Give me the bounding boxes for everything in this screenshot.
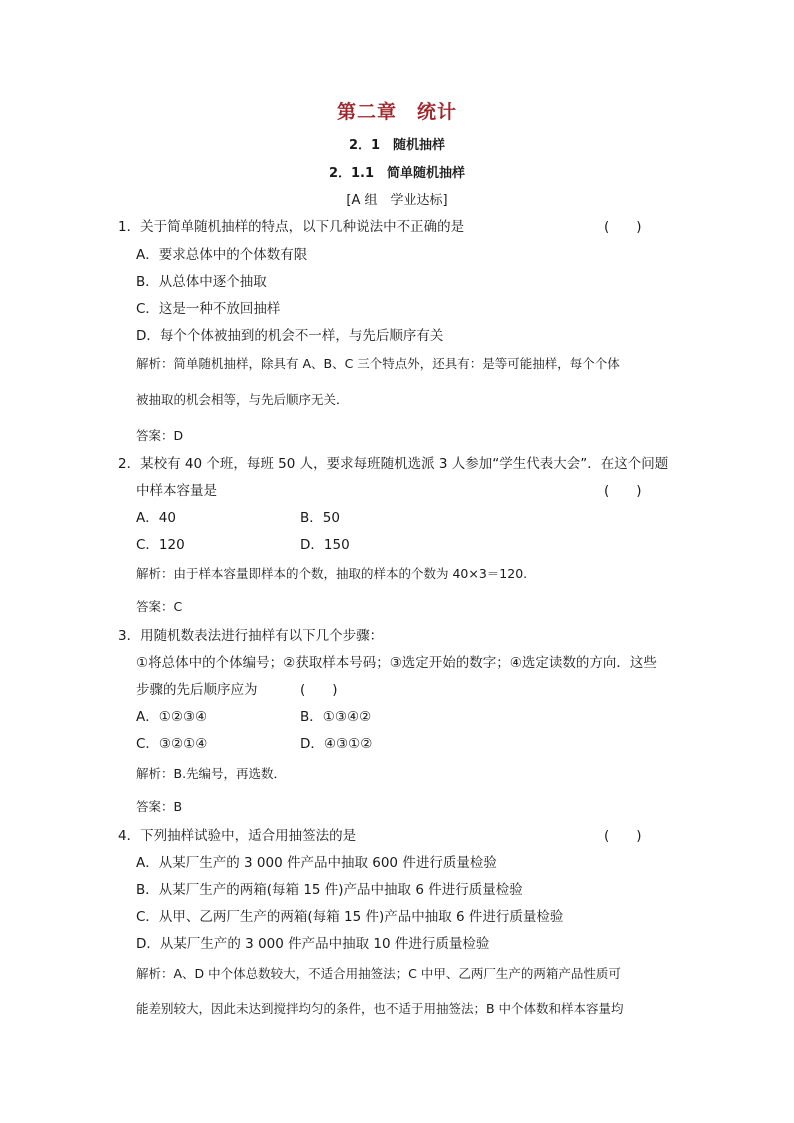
question-3-analysis: 解析：B.先编号，再选数． bbox=[136, 766, 287, 781]
question-4-analysis-line-1: 解析：A、D 中个体总数较大，不适合用抽签法；C 中甲、乙两厂生产的两箱产品性质可 bbox=[136, 966, 621, 981]
question-1-option-a: A．要求总体中的个体数有限 bbox=[136, 247, 308, 263]
question-1-answer: 答案：D bbox=[136, 428, 184, 443]
section-title: 2．1 随机抽样 bbox=[348, 138, 446, 153]
question-2-option-a: A．40 bbox=[136, 510, 176, 526]
question-3-option-b: B．①③④② bbox=[300, 709, 372, 725]
question-2-analysis: 解析：由于样本容量即样本的个数，抽取的样本的个数为 40×3＝120. bbox=[136, 566, 528, 581]
question-4-analysis-line-2: 能差别较大，因此未达到搅拌均匀的条件，也不适于用抽签法；B 中个体数和样本容量均 bbox=[136, 1001, 624, 1016]
question-2-answer-blank: ( ) bbox=[604, 483, 642, 499]
question-1-analysis-line-1: 解析：简单随机抽样，除具有 A、B、C 三个特点外，还具有：是等可能抽样，每个个体 bbox=[136, 356, 620, 371]
group-label: [A 组 学业达标] bbox=[346, 193, 448, 208]
question-4-stem: 4．下列抽样试验中，适合用抽签法的是 bbox=[118, 828, 357, 844]
question-1-answer-blank: ( ) bbox=[604, 219, 642, 235]
question-2-stem-line-1: 2．某校有 40 个班，每班 50 人，要求每班随机选派 3 人参加“学生代表大会”．在这个问题 bbox=[118, 456, 669, 472]
question-3-stem-line-1: 3．用随机数表法进行抽样有以下几个步骤： bbox=[118, 628, 384, 644]
question-4-option-b: B．从某厂生产的两箱(每箱 15 件)产品中抽取 6 件进行质量检验 bbox=[136, 882, 523, 898]
question-1-option-d: D．每个个体被抽到的机会不一样，与先后顺序有关 bbox=[136, 328, 444, 344]
question-3-answer-blank: ( ) bbox=[300, 682, 338, 698]
question-4-option-c: C．从甲、乙两厂生产的两箱(每箱 15 件)产品中抽取 6 件进行质量检验 bbox=[136, 909, 564, 925]
question-3-stem-line-2: ①将总体中的个体编号；②获取样本号码；③选定开始的数字；④选定读数的方向．这些 bbox=[136, 655, 657, 671]
question-1-option-c: C．这是一种不放回抽样 bbox=[136, 301, 281, 317]
question-3-stem-line-3: 步骤的先后顺序应为 bbox=[136, 682, 258, 698]
chapter-title: 第二章 统计 bbox=[336, 101, 457, 123]
question-2-option-d: D．150 bbox=[300, 537, 350, 553]
question-4-option-a: A．从某厂生产的 3 000 件产品中抽取 600 件进行质量检验 bbox=[136, 855, 497, 871]
question-1-option-b: B．从总体中逐个抽取 bbox=[136, 274, 267, 290]
subsection-title: 2．1.1 简单随机抽样 bbox=[328, 166, 466, 181]
question-3-option-c: C．③②①④ bbox=[136, 736, 208, 752]
question-1-stem: 1．关于简单随机抽样的特点，以下几种说法中不正确的是 bbox=[118, 219, 465, 235]
question-3-option-a: A．①②③④ bbox=[136, 709, 208, 725]
question-2-option-b: B．50 bbox=[300, 510, 340, 526]
question-2-option-c: C．120 bbox=[136, 537, 185, 553]
question-2-stem-line-2: 中样本容量是 bbox=[136, 483, 217, 499]
question-4-option-d: D．从某厂生产的 3 000 件产品中抽取 10 件进行质量检验 bbox=[136, 936, 490, 952]
question-1-analysis-line-2: 被抽取的机会相等，与先后顺序无关． bbox=[136, 392, 349, 407]
question-3-answer: 答案：B bbox=[136, 799, 183, 814]
question-2-answer: 答案：C bbox=[136, 599, 183, 614]
question-3-option-d: D．④③①② bbox=[300, 736, 373, 752]
question-4-answer-blank: ( ) bbox=[604, 828, 642, 844]
